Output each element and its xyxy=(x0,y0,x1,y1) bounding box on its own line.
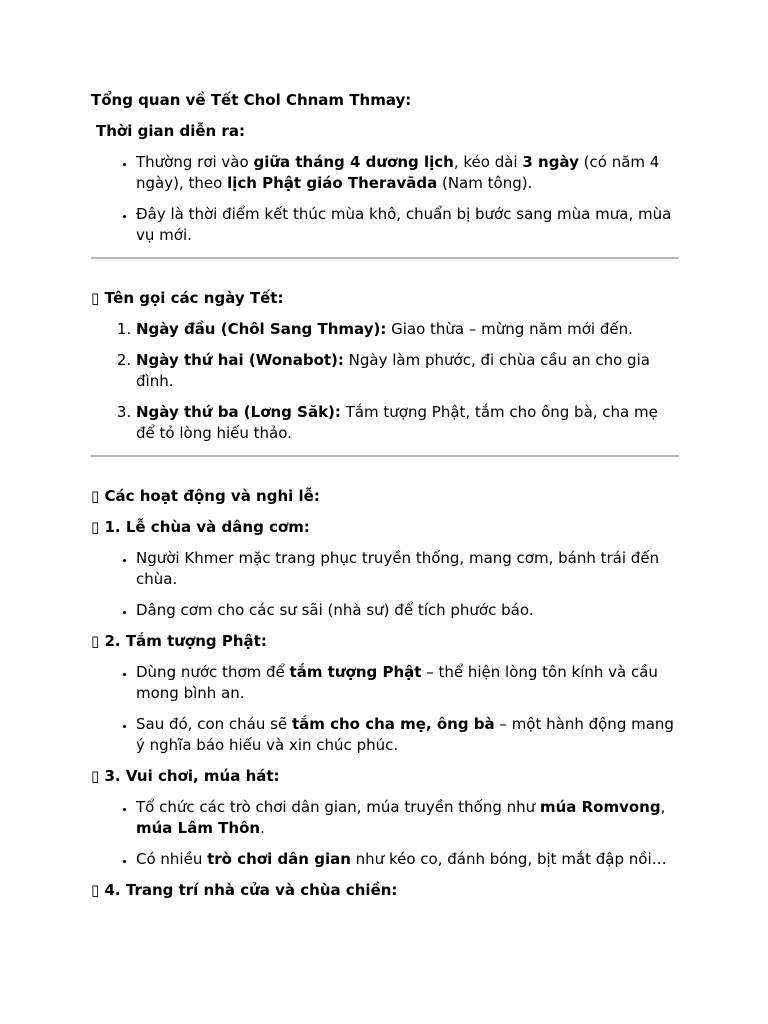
list-item: • Có nhiều trò chơi dân gian như kéo co, đánh bóng, bịt mắt đập nồi… xyxy=(136,849,679,870)
names-section-list xyxy=(91,319,679,444)
list-item: • Sau đó, con cháu sẽ tắm cho cha mẹ, ông bà – một hành động mang ý nghĩa báo hiếu và xin chúc phúc. xyxy=(136,714,679,756)
list-item: • Tổ chức các trò chơi dân gian, múa truyền thống như múa Romvong, múa Lâm Thôn. xyxy=(136,797,679,839)
activity-3-list xyxy=(91,797,679,870)
activity-4-heading: ▯ 4. Trang trí nhà cửa và chùa chiền: xyxy=(91,881,398,899)
list-item: 1. Ngày đầu (Chôl Sang Thmay): Giao thừa – mừng năm mới đến. xyxy=(136,319,679,340)
list-item: 3. Ngày thứ ba (Lơng Săk): Tắm tượng Phật, tắm cho ông bà, cha mẹ để tỏ lòng hiếu thảo. xyxy=(136,402,679,444)
section-divider xyxy=(91,455,679,457)
activities-section-heading: ▯ Các hoạt động và nghi lễ: xyxy=(91,487,320,505)
missing-glyph-icon: ▯ xyxy=(91,487,100,505)
activity-3-heading: ▯ 3. Vui chơi, múa hát: xyxy=(91,767,280,785)
section-divider xyxy=(91,257,679,259)
document-body xyxy=(91,90,679,901)
list-item: • Thường rơi vào giữa tháng 4 dương lịch, kéo dài 3 ngày (có năm 4 ngày), theo lịch Phật giáo Theravāda (Nam tông). xyxy=(136,152,679,194)
list-item: • Đây là thời điểm kết thúc mùa khô, chuẩn bị bước sang mùa mưa, mùa vụ mới. xyxy=(136,204,679,246)
missing-glyph-icon: ▯ xyxy=(91,881,100,899)
names-section-heading: ▯ Tên gọi các ngày Tết: xyxy=(91,289,284,307)
activity-1-heading: ▯ 1. Lễ chùa và dâng cơm: xyxy=(91,518,310,536)
missing-glyph-icon: ▯ xyxy=(91,767,100,785)
list-item: • Dâng cơm cho các sư sãi (nhà sư) để tích phước báo. xyxy=(136,600,679,621)
missing-glyph-icon: ▯ xyxy=(91,518,100,536)
list-item: • Người Khmer mặc trang phục truyền thống, mang cơm, bánh trái đến chùa. xyxy=(136,548,679,590)
activity-2-heading: ▯ 2. Tắm tượng Phật: xyxy=(91,632,267,650)
time-section-heading: Thời gian diễn ra: xyxy=(96,122,245,140)
list-item: 2. Ngày thứ hai (Wonabot): Ngày làm phước, đi chùa cầu an cho gia đình. xyxy=(136,350,679,392)
missing-glyph-icon: ▯ xyxy=(91,289,100,307)
document-title: Tổng quan về Tết Chol Chnam Thmay: xyxy=(91,91,412,109)
time-section-list xyxy=(91,152,679,246)
activity-2-list xyxy=(91,662,679,756)
list-item: • Dùng nước thơm để tắm tượng Phật – thể hiện lòng tôn kính và cầu mong bình an. xyxy=(136,662,679,704)
activity-1-list xyxy=(91,548,679,621)
missing-glyph-icon: ▯ xyxy=(91,632,100,650)
